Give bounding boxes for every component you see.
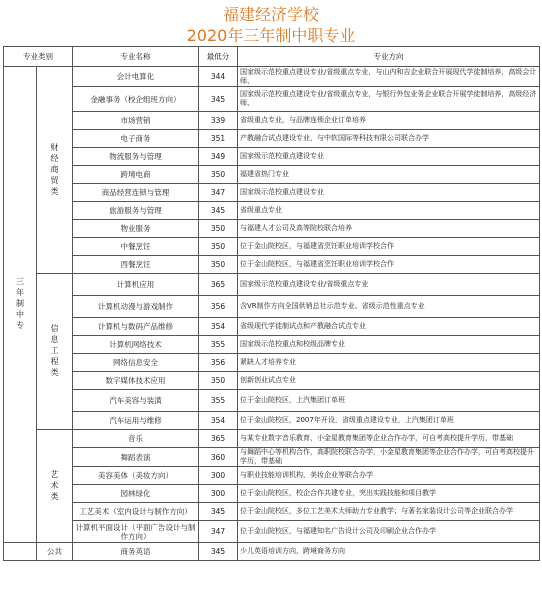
table-row xyxy=(4,112,540,130)
major-direction: 创新创业试点专业 xyxy=(238,372,540,390)
table-row xyxy=(4,390,540,412)
page-subtitle: 2020年三年制中职专业 xyxy=(186,26,356,45)
table-row xyxy=(4,503,540,521)
major-name: 计算机动漫与游戏制作 xyxy=(73,296,199,318)
table-body xyxy=(4,67,540,561)
major-direction: 国家级示范校重点建设专业/省级重点专业，与银行外包业务企业联合开展学徒制培养，高级经济师、 xyxy=(238,87,540,112)
major-name: 会计电算化 xyxy=(73,67,199,87)
min-score: 345 xyxy=(199,543,238,561)
major-direction: 国家级示范校重点建设专业 xyxy=(238,184,540,202)
min-score: 300 xyxy=(199,467,238,485)
header-direction: 专业方向 xyxy=(238,47,540,67)
major-name: 电子商务 xyxy=(73,130,199,148)
major-name: 园林绿化 xyxy=(73,485,199,503)
min-score: 356 xyxy=(199,354,238,372)
major-direction: 国家级示范校重点建设专业/省级重点专业，与山内和吉企业联合开展现代学徒制培养，高级会计师、 xyxy=(238,67,540,87)
category-label: 财经商贸类 xyxy=(50,142,59,198)
table-row xyxy=(4,130,540,148)
major-name: 汽车运用与维修 xyxy=(73,412,199,430)
table-row xyxy=(4,412,540,430)
min-score: 360 xyxy=(199,448,238,467)
major-direction: 少儿英语培训方向，跨境商务方向 xyxy=(238,543,540,561)
table-row xyxy=(4,430,540,448)
category-label: 信息工程类 xyxy=(50,324,59,379)
min-score: 345 xyxy=(199,503,238,521)
table-row xyxy=(4,336,540,354)
min-score: 350 xyxy=(199,220,238,238)
table-row xyxy=(4,318,540,336)
major-direction: 位于金山院校区，与福建省烹饪职业培训学校合作 xyxy=(238,256,540,274)
table-row xyxy=(4,166,540,184)
major-direction: 位于金山院校区，2007年开设，省级重点建设专业，上汽集团订单班 xyxy=(238,412,540,430)
major-name: 汽车美容与装潢 xyxy=(73,390,199,412)
major-direction: 位于金山院校区，与福建知名广告设计公司及印刷企业合作办学 xyxy=(238,521,540,543)
major-name: 网络信息安全 xyxy=(73,354,199,372)
table-row xyxy=(4,67,540,87)
min-score: 350 xyxy=(199,372,238,390)
min-score: 365 xyxy=(199,430,238,448)
min-score: 355 xyxy=(199,390,238,412)
min-score: 354 xyxy=(199,412,238,430)
major-name: 旅游服务与管理 xyxy=(73,202,199,220)
table-row xyxy=(4,543,540,561)
category-cell xyxy=(37,543,73,561)
category-cell xyxy=(37,274,73,430)
min-score: 350 xyxy=(199,256,238,274)
category-cell xyxy=(37,430,73,543)
header-row xyxy=(4,47,540,67)
table-row xyxy=(4,485,540,503)
table-row xyxy=(4,148,540,166)
header-score: 最低分 xyxy=(199,47,238,67)
major-direction: 位于金山院校区，与福建省烹饪职业培训学校合作 xyxy=(238,238,540,256)
major-name: 数字媒体技术应用 xyxy=(73,372,199,390)
major-name: 计算机网络技术 xyxy=(73,336,199,354)
major-direction: 省级重点专业，与品牌连锁企业订单培养 xyxy=(238,112,540,130)
major-name: 计算机应用 xyxy=(73,274,199,296)
major-name: 市场营销 xyxy=(73,112,199,130)
major-direction: 国家级示范校重点建设专业/省级重点专业 xyxy=(238,274,540,296)
major-name: 金融事务（校企组班方向） xyxy=(73,87,199,112)
major-name: 舞蹈表演 xyxy=(73,448,199,467)
category-cell xyxy=(37,67,73,274)
min-score: 347 xyxy=(199,184,238,202)
school-title: 福建经济学校 xyxy=(222,5,319,24)
major-direction: 与某专业数字音乐教育，小金星教育集团等企业合作办学，可自考高校提升学历，带基础 xyxy=(238,430,540,448)
table-row xyxy=(4,296,540,318)
major-direction: 国家级示范校重点建设专业 xyxy=(238,148,540,166)
major-direction: 位于金山院校区，校企合作共建专业，突出实践技能和项目教学 xyxy=(238,485,540,503)
major-name: 物业服务 xyxy=(73,220,199,238)
major-direction: 与福建人才公司及高等院校联合培养 xyxy=(238,220,540,238)
level-cell-empty xyxy=(4,543,37,561)
table-row xyxy=(4,274,540,296)
major-name: 计算机与数码产品维修 xyxy=(73,318,199,336)
major-name: 美容美体（美妆方向） xyxy=(73,467,199,485)
level-cell xyxy=(4,67,37,543)
major-direction: 与舞蹈中心等机构合作，高职院校联合办学，小金星教育集团等企业合作办学，可自考高校提升学历，带基础 xyxy=(238,448,540,467)
table-row xyxy=(4,256,540,274)
major-name: 工艺美术（室内设计与制作方向） xyxy=(73,503,199,521)
min-score: 354 xyxy=(199,318,238,336)
major-name: 计算机平面设计（平面广告设计与制作方向） xyxy=(73,521,199,543)
min-score: 300 xyxy=(199,485,238,503)
major-name: 商品经营连锁与管理 xyxy=(73,184,199,202)
header-category: 专业类别 xyxy=(4,47,73,67)
category-label: 艺术类 xyxy=(50,469,59,503)
major-direction: 产教融合试点建设专业，与中软国际等科技有限公司联合办学 xyxy=(238,130,540,148)
major-direction: 紧缺人才培养专业 xyxy=(238,354,540,372)
min-score: 365 xyxy=(199,274,238,296)
table-row xyxy=(4,87,540,112)
major-direction: 位于金山院校区，上汽集团订单班 xyxy=(238,390,540,412)
table-row xyxy=(4,202,540,220)
table-row xyxy=(4,354,540,372)
table-row xyxy=(4,467,540,485)
major-name: 物流服务与管理 xyxy=(73,148,199,166)
table-row xyxy=(4,372,540,390)
header-name: 专业名称 xyxy=(73,47,199,67)
majors-table xyxy=(3,46,540,561)
min-score: 344 xyxy=(199,67,238,87)
major-direction: 省级重点专业 xyxy=(238,202,540,220)
min-score: 347 xyxy=(199,521,238,543)
min-score: 350 xyxy=(199,238,238,256)
major-name: 跨境电商 xyxy=(73,166,199,184)
min-score: 345 xyxy=(199,87,238,112)
min-score: 356 xyxy=(199,296,238,318)
table-row xyxy=(4,220,540,238)
major-direction: 含VR制作方向全国供销总社示范专业、省级示范性重点专业 xyxy=(238,296,540,318)
major-name: 中餐烹饪 xyxy=(73,238,199,256)
major-direction: 国家级示范校重点和校级品牌专业 xyxy=(238,336,540,354)
table-row xyxy=(4,521,540,543)
min-score: 349 xyxy=(199,148,238,166)
min-score: 351 xyxy=(199,130,238,148)
table-row xyxy=(4,238,540,256)
major-name: 音乐 xyxy=(73,430,199,448)
table-row xyxy=(4,448,540,467)
major-name: 西餐烹饪 xyxy=(73,256,199,274)
min-score: 339 xyxy=(199,112,238,130)
min-score: 355 xyxy=(199,336,238,354)
major-direction: 省级现代学徒制试点和产教融合试点专业 xyxy=(238,318,540,336)
min-score: 345 xyxy=(199,202,238,220)
level-label: 三年制中专 xyxy=(15,277,25,332)
table-row xyxy=(4,184,540,202)
major-direction: 与职业技能培训机构，美妆企业等联合办学 xyxy=(238,467,540,485)
major-direction: 位于金山院校区，多位工艺美术大师助力专业教学；与著名家装设计公司等企业联合办学 xyxy=(238,503,540,521)
major-name: 商务英语 xyxy=(73,543,199,561)
category-label: 公共 xyxy=(47,547,62,556)
major-direction: 福建省热门专业 xyxy=(238,166,540,184)
min-score: 350 xyxy=(199,166,238,184)
